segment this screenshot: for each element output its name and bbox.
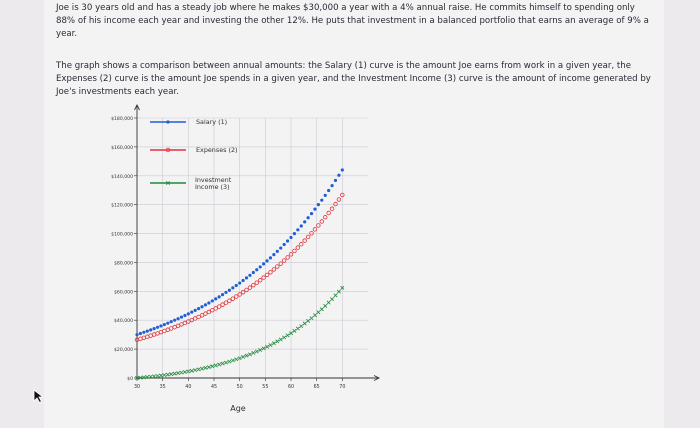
data-point: [218, 295, 221, 298]
data-point-interp: [337, 198, 341, 202]
data-point-interp: [241, 279, 244, 282]
x-tick-label: 45: [210, 385, 218, 390]
x-tick-label: 60: [287, 385, 295, 390]
data-point-interp: [204, 366, 207, 369]
x-axis-ticks: [134, 378, 345, 390]
y-tick-label: $180,000: [111, 117, 133, 122]
data-point: [228, 299, 232, 303]
data-point: [300, 324, 303, 327]
data-point-interp: [221, 303, 225, 307]
data-point-interp: [231, 297, 235, 301]
data-point-interp: [265, 273, 269, 277]
data-point-interp: [210, 308, 214, 312]
legend-label: Investment: [195, 176, 232, 184]
data-point-interp: [211, 365, 214, 368]
data-point: [320, 308, 323, 311]
data-point: [207, 365, 210, 368]
legend-label-line2: Income (3): [195, 183, 230, 191]
data-point: [269, 343, 272, 346]
data-point-interp: [234, 295, 238, 299]
data-point-interp: [334, 179, 337, 182]
data-point-interp: [313, 314, 316, 317]
x-tick-label: 50: [236, 385, 243, 390]
data-point-interp: [282, 259, 286, 263]
legend-label: Salary (1): [196, 118, 228, 126]
data-point-interp: [163, 373, 166, 376]
data-point-interp: [241, 355, 244, 358]
data-point-interp: [337, 174, 340, 177]
data-point-interp: [262, 276, 266, 280]
data-point-interp: [324, 304, 327, 307]
data-point-interp: [241, 290, 245, 294]
data-point: [207, 301, 210, 304]
data-point-interp: [296, 246, 300, 250]
data-point-interp: [255, 350, 258, 353]
x-tick-label: 65: [313, 385, 320, 390]
data-point-interp: [262, 347, 265, 350]
data-point-interp: [313, 208, 316, 211]
y-tick-label: $20,000: [114, 348, 133, 354]
data-point: [217, 363, 220, 366]
data-point-interp: [265, 259, 268, 262]
data-point-interp: [153, 327, 156, 330]
data-point-interp: [306, 319, 309, 322]
data-point-interp: [214, 307, 218, 311]
data-point-interp: [200, 305, 203, 308]
data-point-interp: [173, 319, 176, 322]
data-point-interp: [255, 281, 259, 285]
data-point-interp: [327, 189, 330, 192]
data-point-interp: [183, 370, 186, 373]
data-point-interp: [163, 323, 166, 326]
data-point-interp: [193, 368, 196, 371]
data-point: [269, 270, 273, 274]
data-point-interp: [245, 354, 248, 357]
chart-grid: [137, 118, 368, 378]
legend-item-2: [150, 146, 238, 154]
data-point-interp: [224, 301, 228, 305]
data-point-interp: [293, 329, 296, 332]
data-point-interp: [170, 372, 173, 375]
y-tick-label: $40,000: [114, 319, 133, 325]
data-point-interp: [327, 301, 330, 304]
data-point: [248, 274, 251, 277]
data-point-interp: [276, 340, 279, 343]
data-point: [258, 278, 262, 282]
data-point-interp: [296, 228, 299, 231]
y-tick-label: $120,000: [111, 203, 133, 209]
data-point: [207, 310, 211, 314]
data-point-interp: [204, 303, 207, 306]
data-point-interp: [231, 359, 234, 362]
data-point-interp: [286, 256, 290, 260]
data-point: [289, 236, 292, 239]
data-point: [197, 307, 200, 310]
data-point-interp: [272, 253, 275, 256]
data-point: [341, 168, 344, 171]
data-point-interp: [152, 375, 155, 378]
data-point: [320, 220, 324, 224]
data-point-interp: [334, 202, 338, 206]
data-point-interp: [159, 324, 162, 327]
data-point: [187, 312, 190, 315]
data-point-interp: [180, 315, 183, 318]
data-point-interp: [272, 342, 275, 345]
data-point: [320, 199, 323, 202]
data-point: [279, 338, 282, 341]
x-tick-label: 30: [133, 385, 141, 390]
x-tick-label: 70: [339, 385, 346, 390]
x-axis-label: Age: [230, 404, 246, 413]
data-point-interp: [317, 203, 320, 206]
data-point-interp: [142, 331, 145, 334]
data-point-interp: [221, 362, 224, 365]
data-point: [300, 224, 303, 227]
data-point-interp: [286, 239, 289, 242]
data-point-interp: [324, 194, 327, 197]
data-point-interp: [173, 372, 176, 375]
data-point-interp: [235, 284, 238, 287]
data-point: [330, 207, 334, 211]
y-tick-label: $160,000: [111, 145, 133, 151]
data-point-interp: [283, 243, 286, 246]
data-point-interp: [190, 311, 193, 314]
data-point: [299, 242, 303, 246]
data-point-interp: [262, 262, 265, 265]
data-point: [197, 368, 200, 371]
data-point-interp: [276, 250, 279, 253]
data-point: [279, 246, 282, 249]
data-point: [310, 317, 313, 320]
data-point-interp: [170, 320, 173, 323]
data-point: [228, 360, 231, 363]
data-point: [310, 212, 313, 215]
data-point-interp: [245, 276, 248, 279]
y-tick-label: $0: [127, 377, 133, 382]
legend-swatch-marker: [166, 120, 169, 123]
data-point-interp: [327, 211, 331, 215]
data-point-interp: [211, 299, 214, 302]
data-point: [330, 184, 333, 187]
data-point-interp: [183, 314, 186, 317]
data-point: [259, 265, 262, 268]
data-point-interp: [293, 232, 296, 235]
data-point: [146, 330, 149, 333]
data-point-interp: [296, 327, 299, 330]
data-point-interp: [317, 224, 321, 228]
data-point-interp: [255, 268, 258, 271]
data-point-interp: [323, 215, 327, 219]
data-point: [166, 373, 169, 376]
data-point-interp: [221, 293, 224, 296]
data-point-interp: [282, 336, 285, 339]
data-point-interp: [307, 216, 310, 219]
data-point-interp: [293, 249, 297, 253]
data-point-interp: [224, 291, 227, 294]
data-point-interp: [334, 294, 337, 297]
y-axis-ticks: [111, 116, 137, 382]
data-point: [156, 326, 159, 329]
y-tick-label: $100,000: [111, 232, 133, 238]
data-point: [248, 353, 251, 356]
data-point-interp: [272, 268, 276, 272]
data-point-interp: [224, 361, 227, 364]
data-point-interp: [252, 283, 256, 287]
data-point-interp: [303, 239, 307, 243]
graph-description: The graph shows a comparison between annual amounts: the Salary (1) curve is the amount Joe earns from work in a given year, the Expenses (2) curve is the amount Joe spends in a given year, and the Investment Income (3) curve is the amount of income generated by Joe's investments each year.: [56, 61, 651, 97]
problem-intro: Joe is 30 years old and has a steady job where he makes $30,000 a year with a 4% annual raise. He commits himself to spending only 88% of his income each year and investing the other 12%. He puts that investment in a balanced portfolio that earns an average of 9% a year.: [56, 3, 649, 39]
x-tick-label: 40: [185, 385, 192, 390]
data-point: [248, 286, 252, 290]
data-point-interp: [231, 286, 234, 289]
data-point: [228, 289, 231, 292]
data-point-interp: [303, 220, 306, 223]
data-point-interp: [265, 345, 268, 348]
data-point-interp: [235, 358, 238, 361]
data-point-interp: [214, 297, 217, 300]
legend-label: Expenses (2): [196, 146, 238, 154]
y-tick-label: $60,000: [114, 290, 133, 296]
data-point-interp: [303, 322, 306, 325]
data-point-interp: [159, 374, 162, 377]
x-tick-label: 55: [262, 385, 269, 390]
data-point-interp: [149, 328, 152, 331]
mouse-pointer-icon: [33, 389, 45, 403]
legend-item-3: [150, 176, 232, 191]
data-point-interp: [317, 311, 320, 314]
data-point-interp: [286, 334, 289, 337]
data-point: [156, 374, 159, 377]
data-point-interp: [194, 309, 197, 312]
data-point: [166, 322, 169, 325]
data-point-interp: [276, 265, 280, 269]
y-tick-label: $80,000: [114, 261, 133, 267]
data-point: [176, 371, 179, 374]
chart-legend: [150, 118, 238, 191]
data-point: [135, 333, 138, 336]
data-point-interp: [214, 364, 217, 367]
data-point-interp: [252, 271, 255, 274]
data-point-interp: [252, 351, 255, 354]
data-point-interp: [139, 332, 142, 335]
data-point: [330, 297, 333, 300]
y-tick-label: $140,000: [111, 174, 133, 180]
data-point-interp: [180, 371, 183, 374]
data-point-interp: [200, 367, 203, 370]
data-point: [217, 305, 221, 309]
data-point-interp: [190, 369, 193, 372]
x-tick-label: 35: [159, 385, 166, 390]
data-point: [269, 256, 272, 259]
data-point: [238, 281, 241, 284]
data-point-interp: [313, 228, 317, 232]
data-point-interp: [142, 376, 145, 379]
data-point: [176, 317, 179, 320]
data-point-interp: [306, 235, 310, 239]
